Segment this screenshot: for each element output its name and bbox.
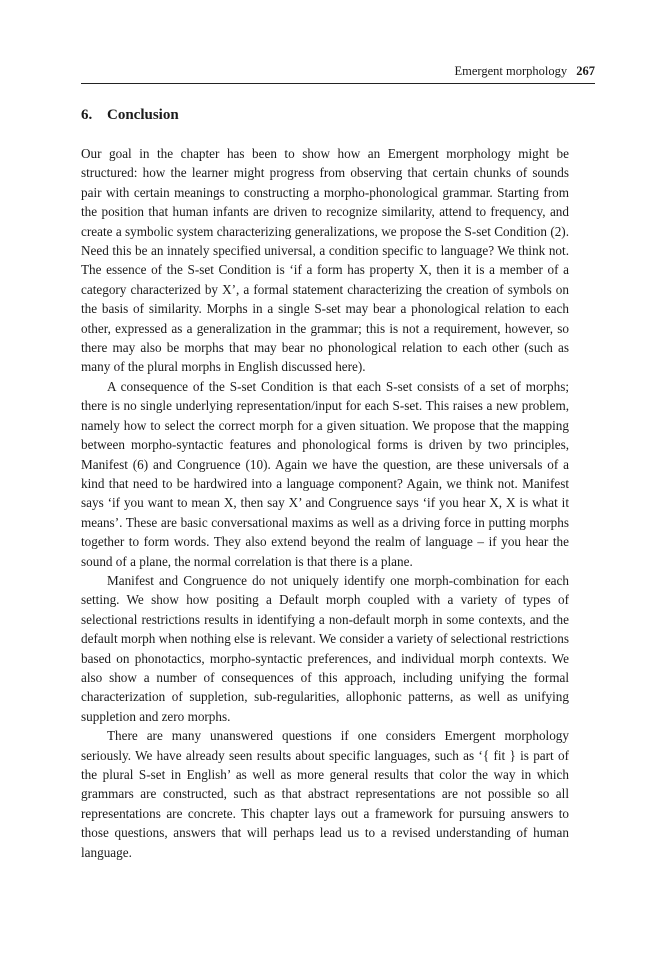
section-number: 6. [81,107,93,123]
section-heading [81,105,179,125]
paragraph: Our goal in the chapter has been to show how an Emergent morphology might be structured: how the learner might progress from observing that certain chunks of sounds pair with certain meanings to constructing a morpho-phonological grammar. Starting from the position that human infants are driven to recognize similarity, attend to frequency, and create a symbolic system characterizing generalizations, we propose the S-set Condition (2). Need this be an innately specified universal, a condition specific to language? We think not. The essence of the S-set Condition is ‘if a form has property X, then it is a member of a category characterized by X’, a formal statement characterizing the creation of symbols on the basis of similarity. Morphs in a single S-set may bear a phonological relation to each other, expressed as a generalization in the grammar; this is not a requirement, however, so there may also be morphs that may bear no phonological relation to each other (such as many of the plural morphs in English discussed here). [81,146,569,375]
paragraph: Manifest and Congruence do not uniquely identify one morph-combination for each setting. We show how positing a Default morph coupled with a variety of types of selectional restrictions results in identifying a non-default morph in some contexts, and the default morph when nothing else is relevant. We consider a variety of selectional restrictions based on phonotactics, morpho-syntactic preferences, and individual morph contexts. We also show a number of consequences of this approach, including unifying the formal characterization of suppletion, sub-regularities, allophonic patterns, as well as unifying suppletion and zero morphs. [81,572,569,724]
paragraph: There are many unanswered questions if one considers Emergent morphology seriously. We have already seen results about specific languages, such as ‘{ fit } is part of the plural S-set in English’ as well as more general results that color the way in which grammars are constructed, such as that abstract representations are not possible so all representations are concrete. This chapter lays out a framework for pursuing answers to those questions, answers that will perhaps lead us to a revised understanding of human language. [81,728,569,860]
header-rule [81,83,595,84]
running-head [81,63,595,79]
page-number: 267 [576,64,595,78]
running-title: Emergent morphology [454,64,568,78]
paragraph: A consequence of the S-set Condition is that each S-set consists of a set of morphs; there is no single underlying representation/input for each S-set. This raises a new problem, namely how to select the correct morph for a given situation. We propose that the mapping between morpho-syntactic features and phonological forms is driven by two principles, Manifest (6) and Congruence (10). Again we have the question, are these universals of a kind that need to be hardwired into a language component? Again, we think not. Manifest says ‘if you want to mean X, then say X’ and Congruence says ‘if you hear X, X is what it means’. These are basic conversational maxims as well as a driving force in putting morphs together to form words. They also extend beyond the realm of language – if you hear the sound of a plane, the normal correlation is that there is a plane. [81,378,569,569]
section-title: Conclusion [107,107,179,123]
body-text [81,144,569,862]
